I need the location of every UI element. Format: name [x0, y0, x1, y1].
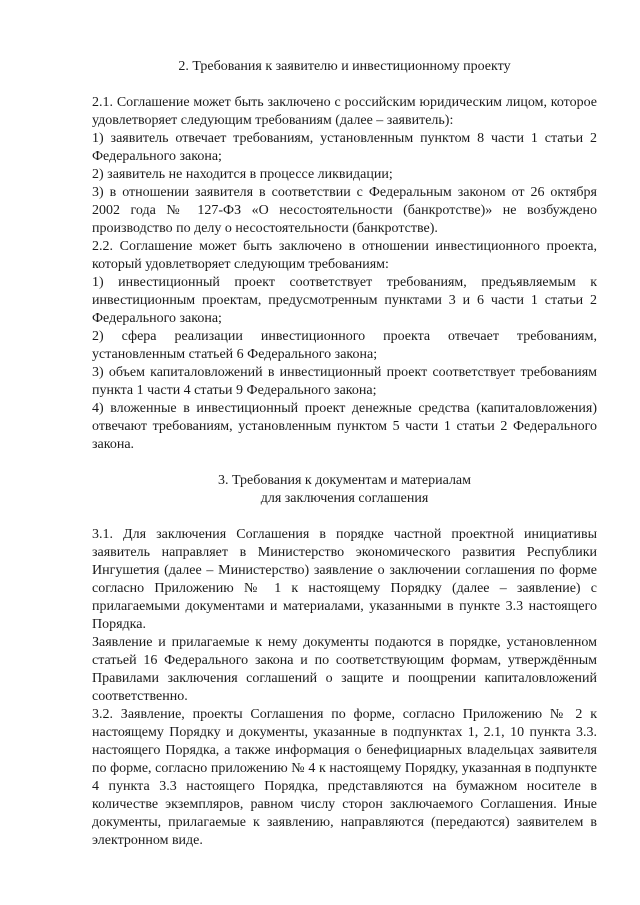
paragraph-2-2-item-1: 1) инвестиционный проект соответствует требованиям, предъявляемым к инвестиционным проектам, предусмотренным пунктами 3 и 6 части 1 статьи 2 Федерального закона;: [92, 275, 597, 326]
section-2-title: 2. Требования к заявителю и инвестиционному проекту: [178, 59, 511, 74]
paragraph-2-2: 2.2. Соглашение может быть заключено в отношении инвестиционного проекта, который удовлетворяет следующим требованиям:: [92, 239, 597, 272]
document-page: [92, 58, 597, 850]
section-3-title: [92, 472, 597, 508]
paragraph-2-1: 2.1. Соглашение может быть заключено с российским юридическим лицом, которое удовлетворяет следующим требованиям (далее – заявитель):: [92, 95, 597, 128]
paragraph-3-1: 3.1. Для заключения Соглашения в порядке частной проектной инициативы заявитель направляет в Министерство экономического развития Республики Ингушетия (далее – Министерство) заявление о заключении соглашения по форме согласно Приложению № 1 к настоящему Порядку (далее – заявление) с прилагаемыми документами и материалами, указанными в пункте 3.3 настоящего Порядка.: [92, 527, 597, 632]
paragraph-2-1-item-3: 3) в отношении заявителя в соответствии с Федеральным законом от 26 октября 2002 года № 127-ФЗ «О несостоятельности (банкротстве)» не возбуждено производство по делу о несостоятельности (банкротстве).: [92, 185, 597, 236]
paragraph-2-1-item-2: 2) заявитель не находится в процессе ликвидации;: [92, 167, 393, 182]
section-3-title-line-1: 3. Требования к документам и материалам: [217, 473, 472, 488]
paragraph-2-1-item-1: 1) заявитель отвечает требованиям, установленным пунктом 8 части 1 статьи 2 Федерального закона;: [92, 131, 597, 164]
paragraph-2-2-item-4: 4) вложенные в инвестиционный проект денежные средства (капиталовложения) отвечают требованиям, установленным пунктом 5 части 1 статьи 2 Федерального закона.: [92, 401, 597, 452]
paragraph-3-2: 3.2. Заявление, проекты Соглашения по форме, согласно Приложению № 2 к настоящему Порядку и документы, указанные в подпунктах 1, 2.1, 10 пункта 3.3. настоящего Порядка, а также информация о бенефициарных владельцах заявителя по форме, согласно приложению № 4 к настоящему Порядку, указанная в подпункте 4 пункта 3.3 настоящего Порядка, представляются на бумажном носителе в количестве экземпляров, равном числу сторон заключаемого Соглашения. Иные документы, прилагаемые к заявлению, направляются (передаются) заявителем в электронном виде.: [92, 707, 597, 848]
paragraph-2-2-item-3: 3) объем капиталовложений в инвестиционный проект соответствует требованиям пункта 1 части 4 статьи 9 Федерального закона;: [92, 365, 597, 398]
paragraph-3-1-submission: Заявление и прилагаемые к нему документы подаются в порядке, установленном статьей 16 Федерального закона и по соответствующим формам, утверждённым Правилами заключения соглашений о защите и поощрении капиталовложений соответственно.: [92, 635, 597, 704]
paragraph-2-2-item-2: 2) сфера реализации инвестиционного проекта отвечает требованиям, установленным статьей 6 Федерального закона;: [92, 329, 597, 362]
section-3-title-line-2: для заключения соглашения: [260, 491, 429, 506]
